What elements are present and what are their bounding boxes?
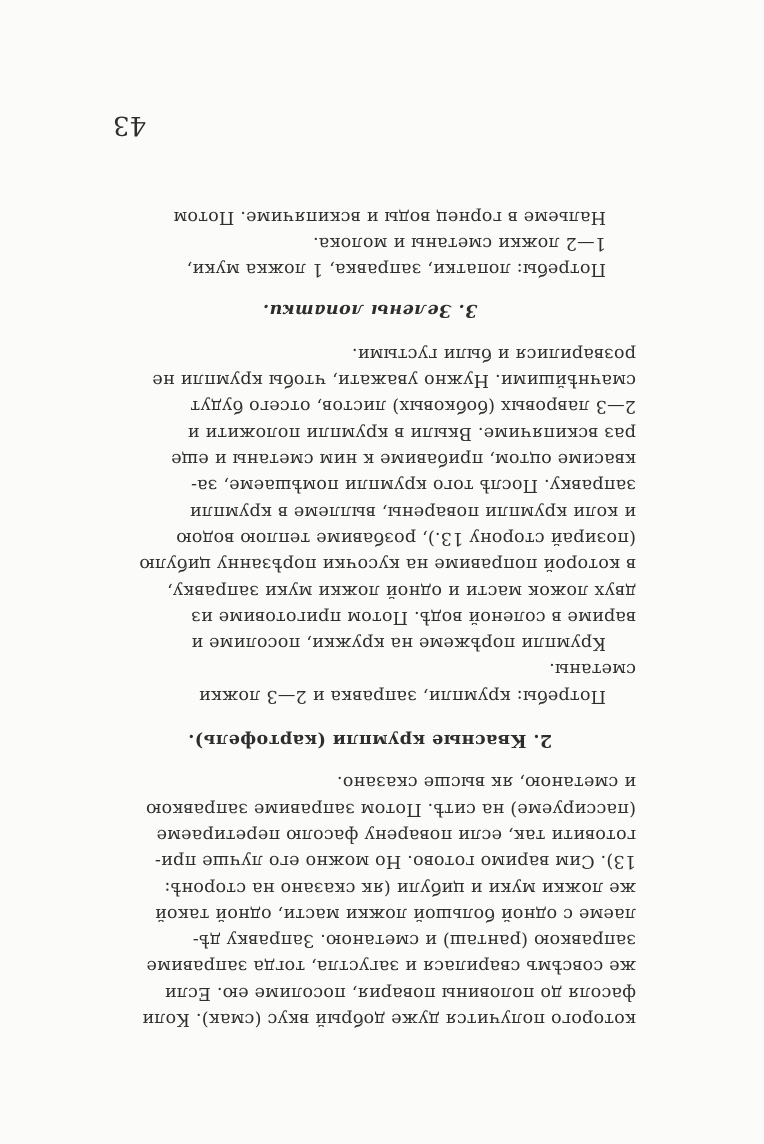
text-line: Потребы: лопатки, заправка, 1 ложка муки, xyxy=(186,259,606,280)
text-line: смачнѣйшими. Нужно уважати, чтобы крумпли не xyxy=(152,370,636,391)
text-line: и коли крумпли поварены, выллеме в крумпли xyxy=(189,501,636,522)
text-line: сметаны. xyxy=(548,659,636,680)
text-line: лаеме с одной большой ложки масти, одной такой xyxy=(154,903,636,924)
text-line: розварилися и были густыми. xyxy=(351,343,636,364)
text-line: фасоля до половины повария, посолиме ею. Если xyxy=(164,982,636,1003)
text-line: 1—2 ложки сметаны и молока. xyxy=(312,232,606,253)
text-line: которого получится дуже добрый вкус (смак). Коли xyxy=(142,1009,636,1029)
text-line: двух ложок масти и одной ложки муки заправку, xyxy=(166,580,636,601)
text-line: 13). Сим варимо готово. Но можно его лучше при- xyxy=(154,851,636,872)
section-2-body xyxy=(104,341,636,657)
text-line: в которой поправиме на кусочки порѣзанну цибулю xyxy=(139,554,636,575)
section-2-ingredients xyxy=(104,656,636,709)
section-3-body xyxy=(104,203,636,229)
text-line: (пассируеме) на ситѣ. Потом заправиме заправкою xyxy=(145,798,636,819)
text-line: Потребы: крумпли, заправка и 2—3 ложки xyxy=(198,685,606,706)
text-line: Нальеме в горнец воды и вскипячиме. Потом xyxy=(173,206,606,227)
text-line: готовити так, если поварену фасолю перетираеме xyxy=(156,824,636,845)
text-line: же совсѣмъ сварилася и загустла, тогда заправиме xyxy=(146,956,636,977)
text-line: Крумпли порѣжеме на кружки, посолиме и xyxy=(191,633,606,654)
page-number: 43 xyxy=(113,110,147,140)
section-3-ingredients xyxy=(104,230,636,283)
text-line: заправкою (ранташ) и сметаною. Заправку дѣ- xyxy=(192,930,636,951)
text-line: вариме в соленой водѣ. Потом приготовиме из xyxy=(191,606,636,627)
text-line: и сметаною, як высше сказано. xyxy=(336,772,636,793)
text-line: квасиме оцтом, прибавиме к ним сметаны и еще xyxy=(171,449,636,470)
section-2-title: 2. Квасные крумпли (картофель). xyxy=(187,730,553,752)
paragraph-fasolya-continued xyxy=(104,769,636,1032)
section-3-title: 3. Зелены лопатки. xyxy=(262,299,478,321)
text-line: (позирай сторону 13.), розбавиме теплою водою xyxy=(176,527,636,548)
text-line: же ложки муки и цибули (як сказано на сторонѣ: xyxy=(164,877,636,898)
page-text xyxy=(104,203,636,1032)
text-line: раз вскипячиме. Вкыли в крумпли положити и xyxy=(187,422,636,443)
text-line: 2—3 лавровых (бобковых) листов, отсего будут xyxy=(190,396,636,417)
text-line: заправку. Послѣ того крумпли помѣшаеме, за- xyxy=(190,475,636,496)
